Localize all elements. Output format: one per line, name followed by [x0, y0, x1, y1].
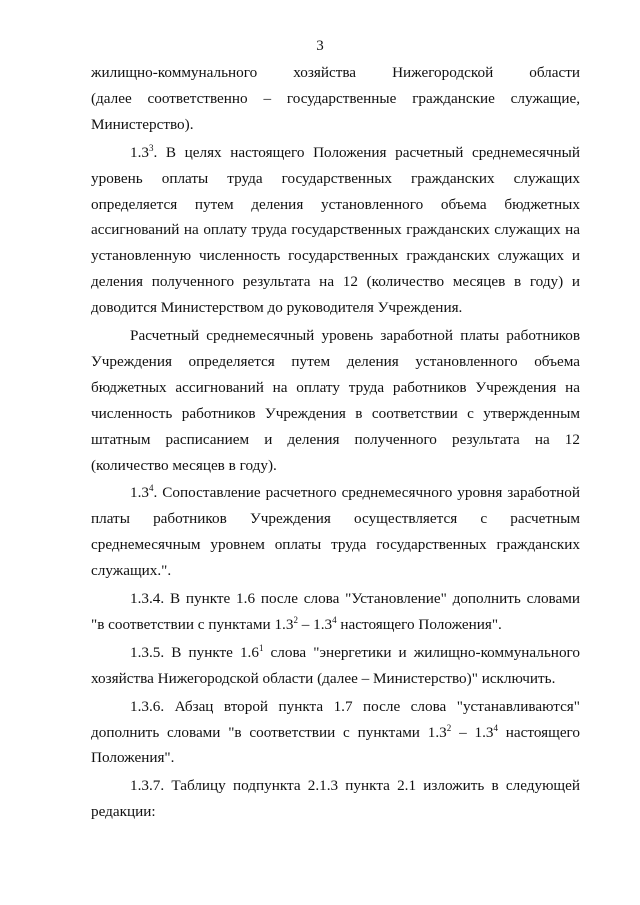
text-line — [130, 698, 580, 716]
text-segment: Учреждения определяется путем деления установленного объема — [91, 352, 580, 370]
text-segment: 1.3 — [130, 143, 149, 161]
text-segment: штатным расписанием и деления полученного результата на 12 — [91, 430, 580, 448]
text-line — [91, 749, 580, 767]
text-segment: 1.3.7. Таблицу подпункта 2.1.3 пункта 2.1 изложить в следующей — [130, 777, 580, 795]
text-line — [91, 670, 580, 688]
text-segment: 1.3.5. В пункте 1.6 — [130, 643, 259, 661]
text-line — [91, 353, 580, 371]
text-segment: Расчетный среднемесячный уровень заработной платы работников — [130, 327, 580, 344]
text-segment: жилищно-коммунального хозяйства Нижегородской области — [91, 64, 580, 81]
text-segment: среднемесячным уровнем оплаты труда государственных гражданских — [91, 536, 580, 554]
text-line — [91, 405, 580, 423]
text-line — [130, 144, 580, 162]
text-segment: Министерство). — [91, 115, 194, 133]
text-segment: платы работников Учреждения осуществляется с расчетным — [91, 510, 580, 528]
page-number: 3 — [316, 38, 324, 54]
text-line — [91, 431, 580, 449]
text-segment: доводится Министерством до руководителя Учреждения. — [91, 299, 463, 317]
text-line — [91, 379, 580, 397]
text-line — [91, 803, 580, 821]
superscript: 2 — [293, 614, 298, 625]
text-line — [130, 644, 580, 662]
text-segment: служащих.". — [91, 562, 172, 580]
text-line — [91, 90, 580, 108]
text-line — [91, 64, 580, 82]
text-segment: . Сопоставление расчетного среднемесячного уровня заработной — [153, 484, 580, 502]
text-line — [91, 221, 580, 239]
text-segment: численность работников Учреждения в соответствии с утвержденным — [91, 404, 580, 422]
superscript: 2 — [446, 722, 452, 733]
text-segment: настоящего — [497, 723, 581, 741]
text-segment: ассигнований на оплату труда государственных гражданских служащих на — [91, 221, 580, 239]
text-segment: Положения". — [91, 749, 175, 767]
text-segment: редакции: — [91, 803, 156, 821]
text-line — [91, 616, 580, 634]
text-line — [91, 457, 580, 475]
text-segment: слова "энергетики и жилищно-коммунального — [263, 643, 580, 661]
text-line — [130, 484, 580, 502]
text-segment: (количество месяцев в году). — [91, 456, 277, 474]
text-segment: (далее соответственно – государственные гражданские служащие, — [91, 89, 580, 107]
text-segment: деления полученного результата на 12 (количество месяцев в году) и — [91, 273, 580, 291]
superscript: 1 — [258, 642, 264, 653]
superscript: 4 — [332, 614, 337, 625]
text-segment: 1.3.6. Абзац второй пункта 1.7 после слова "устанавливаются" — [130, 697, 580, 715]
text-line — [91, 536, 580, 554]
text-segment: установленную численность государственных гражданских служащих и — [91, 247, 580, 265]
text-segment: дополнить словами "в соответствии с пунктами 1.3 — [91, 723, 447, 741]
text-line — [91, 562, 580, 580]
text-line — [91, 196, 580, 214]
text-line — [91, 724, 580, 742]
text-segment: – 1.3 — [297, 615, 333, 633]
text-line — [130, 777, 580, 795]
text-line — [91, 116, 580, 134]
text-segment: уровень оплаты труда государственных гражданских служащих — [91, 169, 580, 187]
text-line — [130, 590, 580, 608]
text-line — [91, 170, 580, 188]
text-segment: определяется путем деления установленного объема бюджетных — [91, 195, 580, 213]
text-segment: настоящего Положения". — [336, 615, 502, 633]
text-segment: хозяйства Нижегородской области (далее – Министерство)" исключить. — [91, 669, 556, 687]
text-segment: 1.3.4. В пункте 1.6 после слова "Установление" дополнить словами — [130, 590, 580, 607]
text-line — [130, 327, 580, 345]
text-segment: бюджетных ассигнований на оплату труда работников Учреждения на — [91, 378, 580, 396]
text-segment: "в соответствии с пунктами 1.3 — [91, 615, 294, 633]
text-segment: 1.3 — [130, 484, 149, 502]
superscript: 4 — [493, 722, 498, 733]
superscript: 3 — [148, 142, 154, 153]
text-line — [91, 510, 580, 528]
text-line — [91, 299, 580, 317]
superscript: 4 — [148, 483, 154, 494]
text-line — [91, 247, 580, 265]
text-segment: . В целях настоящего Положения расчетный среднемесячный — [153, 143, 580, 161]
text-line — [91, 273, 580, 291]
text-segment: – 1.3 — [451, 723, 494, 741]
